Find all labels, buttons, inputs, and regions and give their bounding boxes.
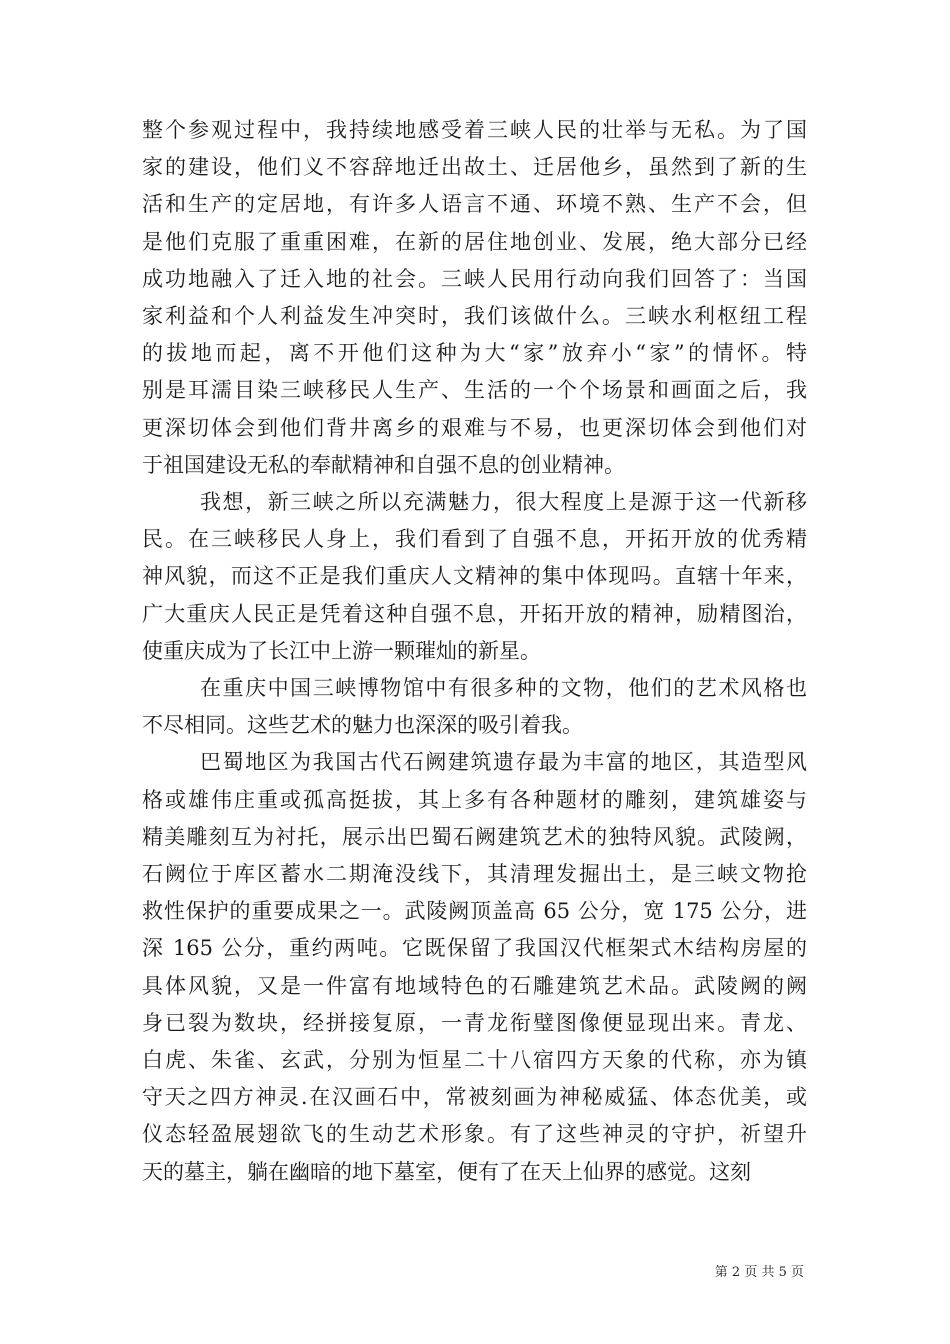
text-line: 家的建设，他们义不容辞地迁出故土、迁居他乡，虽然到了新的生: [142, 155, 807, 179]
text-line: 神风貌，而这不正是我们重庆人文精神的集中体现吗。直辖十年来，: [142, 564, 807, 588]
text-line: 活和生产的定居地，有许多人语言不通、环境不熟、生产不会，但: [142, 192, 807, 216]
text-line: 的拔地而起，离不开他们这种为大“家”放弃小“家”的情怀。特: [142, 341, 807, 365]
page-number: 第 2 页 共 5 页: [714, 1265, 804, 1280]
text-line: 精美雕刻互为衬托，展示出巴蜀石阙建筑艺术的独特风貌。武陵阙，: [142, 825, 807, 849]
text-line: 不尽相同。这些艺术的魅力也深深的吸引着我。: [142, 713, 583, 737]
text-line: 巴蜀地区为我国古代石阙建筑遗存最为丰富的地区，其造型风: [200, 750, 807, 774]
text-line: 别是耳濡目染三峡移民人生产、生活的一个个场景和画面之后，我: [142, 378, 807, 402]
text-line: 具体风貌，又是一件富有地域特色的石雕建筑艺术品。武陵阙的阙: [142, 974, 807, 998]
text-line: 整个参观过程中，我持续地感受着三峡人民的壮举与无私。为了国: [142, 118, 807, 142]
text-line: 深 165 公分，重约两吨。它既保留了我国汉代框架式木结构房屋的: [142, 936, 807, 960]
text-line: 于祖国建设无私的奉献精神和自强不息的创业精神。: [142, 453, 625, 477]
text-line: 在重庆中国三峡博物馆中有很多种的文物，他们的艺术风格也: [200, 676, 807, 700]
text-line: 仪态轻盈展翅欲飞的生动艺术形象。有了这些神灵的守护，祈望升: [142, 1122, 807, 1146]
text-line: 成功地融入了迁入地的社会。三峡人民用行动向我们回答了：当国: [142, 267, 807, 291]
text-line: 白虎、朱雀、玄武，分别为恒星二十八宿四方天象的代称，亦为镇: [142, 1048, 807, 1072]
text-line: 家利益和个人利益发生冲突时，我们该做什么。三峡水利枢纽工程: [142, 304, 807, 328]
text-line: 格或雄伟庄重或孤高挺拔，其上多有各种题材的雕刻，建筑雄姿与: [142, 788, 807, 812]
text-line: 更深切体会到他们背井离乡的艰难与不易，也更深切体会到他们对: [142, 416, 807, 440]
text-line: 民。在三峡移民人身上，我们看到了自强不息，开拓开放的优秀精: [142, 527, 807, 551]
text-line: 广大重庆人民正是凭着这种自强不息，开拓开放的精神，励精图治，: [142, 602, 807, 626]
text-line: 石阙位于库区蓄水二期淹没线下，其清理发掘出土，是三峡文物抢: [142, 862, 807, 886]
text-line: 守天之四方神灵.在汉画石中，常被刻画为神秘威猛、体态优美，或: [142, 1085, 807, 1109]
text-line: 使重庆成为了长江中上游一颗璀灿的新星。: [142, 639, 541, 663]
text-line: 是他们克服了重重困难，在新的居住地创业、发展，绝大部分已经: [142, 230, 807, 254]
text-line: 我想，新三峡之所以充满魅力，很大程度上是源于这一代新移: [200, 490, 807, 514]
text-line: 救性保护的重要成果之一。武陵阙顶盖高 65 公分，宽 175 公分，进: [142, 899, 807, 923]
text-line: 身已裂为数块，经拼接复原，一青龙衔璧图像便显现出来。青龙、: [142, 1011, 807, 1035]
text-line: 天的墓主，躺在幽暗的地下墓室，便有了在天上仙界的感觉。这刻: [142, 1160, 751, 1184]
